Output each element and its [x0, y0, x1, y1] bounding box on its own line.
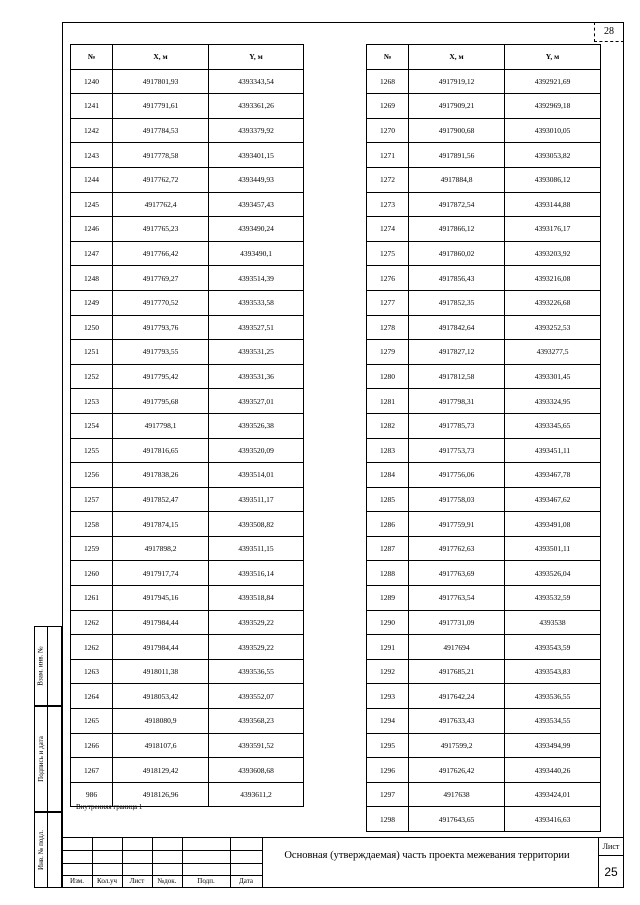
table-row — [71, 463, 304, 488]
point-number: 1266 — [71, 733, 113, 758]
table-row — [71, 364, 304, 389]
point-number: 1251 — [71, 340, 113, 365]
table-row — [71, 758, 304, 783]
coord-x: 4917917,74 — [113, 561, 209, 586]
table-header-row — [367, 45, 601, 70]
point-number: 1271 — [367, 143, 409, 168]
table-row — [367, 315, 601, 340]
coord-x: 4917842,64 — [409, 315, 505, 340]
coord-x: 4917759,91 — [409, 512, 505, 537]
stamp-col-signature: Подп. — [197, 877, 215, 885]
point-number: 1279 — [367, 340, 409, 365]
coord-x: 4917852,47 — [113, 487, 209, 512]
coord-x: 4917758,03 — [409, 487, 505, 512]
point-number: 1268 — [367, 69, 409, 94]
point-number: 1264 — [71, 684, 113, 709]
coord-y: 4393176,17 — [505, 217, 601, 242]
coord-x: 4917766,42 — [113, 241, 209, 266]
coord-x: 4917763,54 — [409, 586, 505, 611]
table-row — [367, 290, 601, 315]
table-row — [367, 512, 601, 537]
table-row — [71, 217, 304, 242]
coord-x: 4918126,96 — [113, 782, 209, 807]
coord-y: 4393533,58 — [209, 290, 304, 315]
point-number: 1262 — [71, 635, 113, 660]
coord-y: 4393324,95 — [505, 389, 601, 414]
table-row — [367, 364, 601, 389]
stamp-col-sheet: Лист — [129, 877, 145, 885]
point-number: 1270 — [367, 118, 409, 143]
point-number: 1247 — [71, 241, 113, 266]
coord-x: 4917762,4 — [113, 192, 209, 217]
coord-x: 4917838,26 — [113, 463, 209, 488]
table-row — [367, 463, 601, 488]
header-y: Y, м — [505, 45, 601, 70]
coord-x: 4917909,21 — [409, 94, 505, 119]
coord-y: 4393568,23 — [209, 709, 304, 734]
coord-y: 4393531,36 — [209, 364, 304, 389]
header-y: Y, м — [209, 45, 304, 70]
table-row — [71, 733, 304, 758]
point-number: 1242 — [71, 118, 113, 143]
coord-y: 4393361,26 — [209, 94, 304, 119]
point-number: 1257 — [71, 487, 113, 512]
coord-x: 4917762,72 — [113, 167, 209, 192]
coord-y: 4393277,5 — [505, 340, 601, 365]
coord-x: 4918011,38 — [113, 659, 209, 684]
table-row — [367, 241, 601, 266]
point-number: 1244 — [71, 167, 113, 192]
point-number: 1253 — [71, 389, 113, 414]
coord-x: 4918107,6 — [113, 733, 209, 758]
coord-y: 4393511,15 — [209, 536, 304, 561]
point-number: 1275 — [367, 241, 409, 266]
table-row — [367, 266, 601, 291]
point-number: 1286 — [367, 512, 409, 537]
coord-y: 4393440,26 — [505, 758, 601, 783]
coord-y: 4393203,92 — [505, 241, 601, 266]
coord-y: 4393301,45 — [505, 364, 601, 389]
side-field-replaced-inv — [34, 626, 62, 706]
table-row — [71, 266, 304, 291]
coord-y: 4392969,18 — [505, 94, 601, 119]
point-number: 1291 — [367, 635, 409, 660]
point-number: 1240 — [71, 69, 113, 94]
point-number: 1267 — [71, 758, 113, 783]
coord-y: 4393514,01 — [209, 463, 304, 488]
coord-y: 4393543,59 — [505, 635, 601, 660]
table-row — [71, 586, 304, 611]
coord-x: 4917919,12 — [409, 69, 505, 94]
table-row — [71, 167, 304, 192]
coord-x: 4917872,54 — [409, 192, 505, 217]
coord-y: 4393490,24 — [209, 217, 304, 242]
point-number: 1298 — [367, 807, 409, 832]
side-label-signature-date: Подпись и дата — [37, 736, 46, 782]
coord-x: 4917642,24 — [409, 684, 505, 709]
point-number: 1243 — [71, 143, 113, 168]
table-row — [367, 143, 601, 168]
coord-y: 4393611,2 — [209, 782, 304, 807]
coord-x: 4917816,65 — [113, 438, 209, 463]
coordinates-table-right — [366, 44, 601, 832]
coord-x: 4917599,2 — [409, 733, 505, 758]
table-row — [367, 709, 601, 734]
point-number: 1261 — [71, 586, 113, 611]
coord-x: 4917801,93 — [113, 69, 209, 94]
header-x: X, м — [409, 45, 505, 70]
coord-y: 4393467,78 — [505, 463, 601, 488]
point-number: 1248 — [71, 266, 113, 291]
coord-x: 4917812,58 — [409, 364, 505, 389]
coord-y: 4393526,04 — [505, 561, 601, 586]
table-row — [367, 413, 601, 438]
table-row — [367, 438, 601, 463]
table-row — [367, 635, 601, 660]
coord-y: 4393449,93 — [209, 167, 304, 192]
coord-x: 4917900,68 — [409, 118, 505, 143]
header-x: X, м — [113, 45, 209, 70]
point-number: 1280 — [367, 364, 409, 389]
coord-y: 4393608,68 — [209, 758, 304, 783]
coord-y: 4393451,11 — [505, 438, 601, 463]
point-number: 1276 — [367, 266, 409, 291]
table-row — [367, 118, 601, 143]
point-number: 1263 — [71, 659, 113, 684]
point-number: 1287 — [367, 536, 409, 561]
point-number: 1297 — [367, 782, 409, 807]
coord-y: 4393467,62 — [505, 487, 601, 512]
point-number: 1281 — [367, 389, 409, 414]
point-number: 1282 — [367, 413, 409, 438]
point-number: 1245 — [71, 192, 113, 217]
coord-x: 4917984,44 — [113, 635, 209, 660]
coord-x: 4917762,63 — [409, 536, 505, 561]
stamp-col-date: Дата — [239, 877, 253, 885]
table-row — [71, 389, 304, 414]
coord-y: 4393543,83 — [505, 659, 601, 684]
table-row — [71, 512, 304, 537]
coord-x: 4917798,1 — [113, 413, 209, 438]
coord-y: 4393501,11 — [505, 536, 601, 561]
point-number: 1274 — [367, 217, 409, 242]
coord-y: 4393531,25 — [209, 340, 304, 365]
table-row — [71, 536, 304, 561]
coord-x: 4917694 — [409, 635, 505, 660]
coord-x: 4917626,42 — [409, 758, 505, 783]
table-row — [71, 94, 304, 119]
point-number: 986 — [71, 782, 113, 807]
coord-x: 4917795,42 — [113, 364, 209, 389]
coord-y: 4393508,82 — [209, 512, 304, 537]
side-field-original-inv — [34, 812, 62, 888]
coord-y: 4392921,69 — [505, 69, 601, 94]
table-row — [367, 217, 601, 242]
coord-y: 4393514,39 — [209, 266, 304, 291]
coord-x: 4917866,12 — [409, 217, 505, 242]
table-row — [367, 561, 601, 586]
point-number: 1265 — [71, 709, 113, 734]
table-row — [71, 290, 304, 315]
coord-x: 4917638 — [409, 782, 505, 807]
coord-y: 4393345,65 — [505, 413, 601, 438]
coord-x: 4917785,73 — [409, 413, 505, 438]
point-number: 1269 — [367, 94, 409, 119]
table-row — [71, 610, 304, 635]
stamp-col-change: Изм. — [70, 877, 84, 885]
coord-x: 4917884,8 — [409, 167, 505, 192]
coord-y: 4393144,88 — [505, 192, 601, 217]
coord-y: 4393216,08 — [505, 266, 601, 291]
point-number: 1259 — [71, 536, 113, 561]
coord-x: 4918080,9 — [113, 709, 209, 734]
coord-x: 4917793,55 — [113, 340, 209, 365]
point-number: 1289 — [367, 586, 409, 611]
coord-y: 4393511,17 — [209, 487, 304, 512]
coord-x: 4917753,73 — [409, 438, 505, 463]
table-row — [367, 733, 601, 758]
point-number: 1246 — [71, 217, 113, 242]
point-number: 1255 — [71, 438, 113, 463]
header-number: № — [367, 45, 409, 70]
point-number: 1254 — [71, 413, 113, 438]
table-row — [367, 192, 601, 217]
table-row — [367, 94, 601, 119]
coord-y: 4393010,05 — [505, 118, 601, 143]
coord-y: 4393534,55 — [505, 709, 601, 734]
stamp-col-doc: №док. — [157, 877, 177, 885]
table-row — [367, 659, 601, 684]
coord-y: 4393527,01 — [209, 389, 304, 414]
point-number: 1285 — [367, 487, 409, 512]
table-row — [71, 241, 304, 266]
title-block-stamp — [62, 837, 624, 888]
coord-x: 4917778,58 — [113, 143, 209, 168]
coord-x: 4917793,76 — [113, 315, 209, 340]
coord-x: 4917984,44 — [113, 610, 209, 635]
boundary-caption: Внутренняя граница 1 — [76, 803, 143, 811]
table-row — [367, 340, 601, 365]
coord-x: 4917643,65 — [409, 807, 505, 832]
table-row — [71, 118, 304, 143]
coord-x: 4917852,35 — [409, 290, 505, 315]
table-row — [367, 586, 601, 611]
coord-x: 4917798,31 — [409, 389, 505, 414]
coord-y: 4393424,01 — [505, 782, 601, 807]
point-number: 1278 — [367, 315, 409, 340]
document-title: Основная (утверждаемая) часть проекта межевания территории — [284, 850, 570, 861]
side-label-replaced-inv: Взам. инв. № — [37, 646, 46, 686]
side-label-original-inv: Инв. № подл. — [37, 830, 46, 870]
table-row — [71, 709, 304, 734]
coord-x: 4917633,43 — [409, 709, 505, 734]
coord-x: 4917784,53 — [113, 118, 209, 143]
coord-y: 4393526,38 — [209, 413, 304, 438]
table-row — [367, 758, 601, 783]
coord-x: 4917856,43 — [409, 266, 505, 291]
coord-y: 4393516,14 — [209, 561, 304, 586]
coord-y: 4393494,99 — [505, 733, 601, 758]
coord-x: 4918053,42 — [113, 684, 209, 709]
side-field-signature-date — [34, 706, 62, 812]
table-row — [71, 635, 304, 660]
point-number: 1252 — [71, 364, 113, 389]
table-row — [71, 69, 304, 94]
table-header-row — [71, 45, 304, 70]
point-number: 1284 — [367, 463, 409, 488]
coord-y: 4393529,22 — [209, 610, 304, 635]
table-row — [71, 143, 304, 168]
coord-y: 4393086,12 — [505, 167, 601, 192]
point-number: 1277 — [367, 290, 409, 315]
table-row — [367, 167, 601, 192]
sheet-label: Лист — [602, 842, 620, 851]
coord-x: 4917731,09 — [409, 610, 505, 635]
table-row — [71, 340, 304, 365]
coordinates-table-left — [70, 44, 304, 807]
coord-y: 4393552,07 — [209, 684, 304, 709]
coord-y: 4393490,1 — [209, 241, 304, 266]
point-number: 1262 — [71, 610, 113, 635]
coord-y: 4393343,54 — [209, 69, 304, 94]
point-number: 1241 — [71, 94, 113, 119]
coord-x: 4917765,23 — [113, 217, 209, 242]
coord-x: 4917898,2 — [113, 536, 209, 561]
table-row — [71, 684, 304, 709]
table-row — [367, 69, 601, 94]
coord-y: 4393527,51 — [209, 315, 304, 340]
table-row — [367, 684, 601, 709]
point-number: 1293 — [367, 684, 409, 709]
coord-x: 4917685,21 — [409, 659, 505, 684]
coord-y: 4393518,84 — [209, 586, 304, 611]
sheet-number: 25 — [604, 865, 618, 879]
table-row — [367, 807, 601, 832]
point-number: 1292 — [367, 659, 409, 684]
coord-x: 4917860,02 — [409, 241, 505, 266]
header-number: № — [71, 45, 113, 70]
table-row — [367, 389, 601, 414]
coord-y: 4393536,55 — [505, 684, 601, 709]
point-number: 1260 — [71, 561, 113, 586]
point-number: 1258 — [71, 512, 113, 537]
point-number: 1295 — [367, 733, 409, 758]
table-row — [71, 192, 304, 217]
coord-x: 4918129,42 — [113, 758, 209, 783]
coord-y: 4393591,52 — [209, 733, 304, 758]
coord-x: 4917827,12 — [409, 340, 505, 365]
table-row — [71, 438, 304, 463]
coord-x: 4917769,27 — [113, 266, 209, 291]
coord-x: 4917891,56 — [409, 143, 505, 168]
coord-y: 4393379,92 — [209, 118, 304, 143]
point-number: 1288 — [367, 561, 409, 586]
coord-y: 4393491,08 — [505, 512, 601, 537]
table-row — [367, 610, 601, 635]
point-number: 1283 — [367, 438, 409, 463]
coord-y: 4393538 — [505, 610, 601, 635]
table-row — [71, 487, 304, 512]
coord-y: 4393252,53 — [505, 315, 601, 340]
coord-x: 4917874,15 — [113, 512, 209, 537]
table-row — [367, 536, 601, 561]
coord-y: 4393457,43 — [209, 192, 304, 217]
table-row — [71, 413, 304, 438]
coord-x: 4917791,61 — [113, 94, 209, 119]
point-number: 1273 — [367, 192, 409, 217]
point-number: 1249 — [71, 290, 113, 315]
table-row — [71, 315, 304, 340]
point-number: 1296 — [367, 758, 409, 783]
coord-x: 4917763,69 — [409, 561, 505, 586]
coord-y: 4393416,63 — [505, 807, 601, 832]
table-row — [367, 487, 601, 512]
point-number: 1250 — [71, 315, 113, 340]
coord-y: 4393536,55 — [209, 659, 304, 684]
coord-y: 4393529,22 — [209, 635, 304, 660]
coord-x: 4917795,68 — [113, 389, 209, 414]
coord-y: 4393532,59 — [505, 586, 601, 611]
point-number: 1290 — [367, 610, 409, 635]
table-row — [71, 561, 304, 586]
coord-x: 4917770,52 — [113, 290, 209, 315]
coord-y: 4393226,68 — [505, 290, 601, 315]
coord-x: 4917945,16 — [113, 586, 209, 611]
page-corner-number: 28 — [594, 22, 624, 42]
table-row — [367, 782, 601, 807]
point-number: 1256 — [71, 463, 113, 488]
point-number: 1272 — [367, 167, 409, 192]
coord-y: 4393520,09 — [209, 438, 304, 463]
table-row — [71, 659, 304, 684]
coord-y: 4393401,15 — [209, 143, 304, 168]
stamp-col-count: Кол.уч — [97, 877, 117, 885]
coord-x: 4917756,06 — [409, 463, 505, 488]
point-number: 1294 — [367, 709, 409, 734]
coord-y: 4393053,82 — [505, 143, 601, 168]
